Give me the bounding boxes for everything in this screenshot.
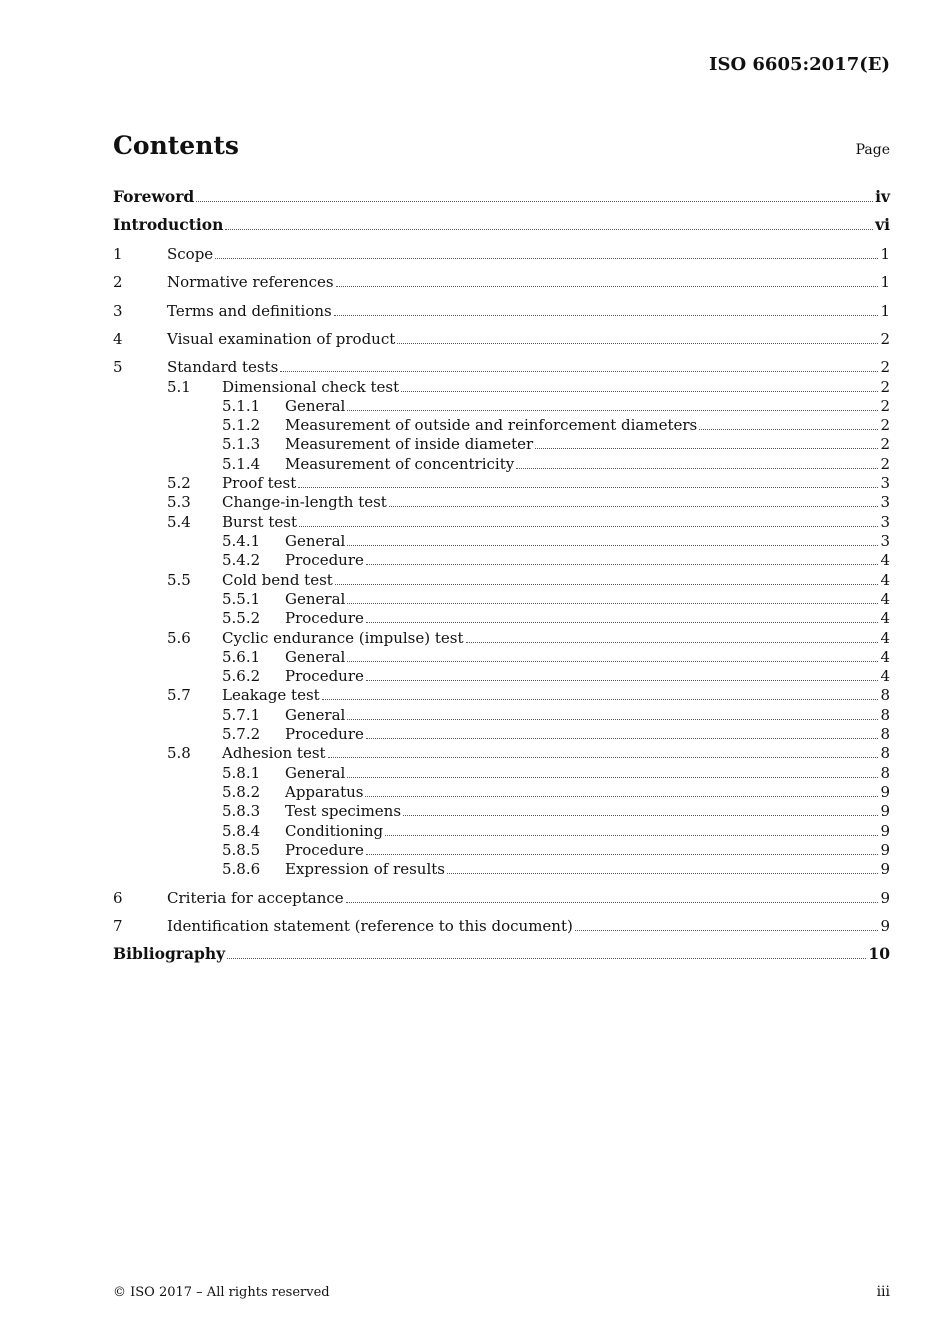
toc-entry-title: Introduction xyxy=(113,215,224,234)
toc-entry-page: 8 xyxy=(880,686,890,704)
toc-entry-page: 4 xyxy=(880,590,890,608)
toc-entry[interactable] xyxy=(222,839,890,859)
toc-entry-number: 5 xyxy=(113,358,123,376)
toc-entry-number: 5.1.1 xyxy=(222,397,261,415)
dot-leader xyxy=(347,718,878,720)
footer-copyright: © ISO 2017 – All rights reserved xyxy=(113,1285,330,1300)
toc-entry-page: 9 xyxy=(880,841,890,859)
dot-leader xyxy=(397,342,878,344)
toc-entry-page: 9 xyxy=(880,917,890,935)
toc-entry-title: Standard tests xyxy=(167,358,279,376)
dot-leader xyxy=(366,737,879,739)
toc-entry-page: 10 xyxy=(868,944,890,963)
toc-entry[interactable] xyxy=(222,858,890,878)
toc-entry-title: Adhesion test xyxy=(222,744,326,762)
toc-entry[interactable] xyxy=(167,569,890,589)
toc-entry-number: 5.6.1 xyxy=(222,648,261,666)
toc-entry[interactable] xyxy=(222,762,890,782)
toc-entry[interactable] xyxy=(222,723,890,743)
toc-entry[interactable] xyxy=(113,915,890,935)
dot-leader xyxy=(466,641,879,643)
toc-entry-title: Criteria for acceptance xyxy=(167,889,344,907)
toc-entry[interactable] xyxy=(222,646,890,666)
toc-entry-page: 9 xyxy=(880,783,890,801)
dot-leader xyxy=(346,901,879,903)
toc-entry[interactable] xyxy=(222,607,890,627)
toc-entry-number: 4 xyxy=(113,330,123,348)
dot-leader xyxy=(366,621,879,623)
toc-entry-page: 9 xyxy=(880,860,890,878)
toc-entry-page: 9 xyxy=(880,889,890,907)
toc-entry-title: Test specimens xyxy=(285,802,402,820)
toc-entry[interactable] xyxy=(222,800,890,820)
toc-entry[interactable] xyxy=(222,820,890,840)
dot-leader xyxy=(365,795,878,797)
toc-entry-page: 3 xyxy=(880,474,890,492)
contents-heading: Contents xyxy=(113,131,240,160)
dot-leader xyxy=(298,486,878,488)
toc-entry-title: Normative references xyxy=(167,273,334,291)
toc-entry[interactable] xyxy=(222,704,890,724)
dot-leader xyxy=(328,756,879,758)
toc-entry[interactable] xyxy=(113,943,890,963)
dot-leader xyxy=(366,679,879,681)
toc-entry-page: 2 xyxy=(880,378,890,396)
toc-entry[interactable] xyxy=(222,433,890,453)
toc-entry-title: General xyxy=(285,706,346,724)
toc-entry-title: Dimensional check test xyxy=(222,378,400,396)
toc-entry-title: Expression of results xyxy=(285,860,445,878)
toc-entry-page: 2 xyxy=(880,358,890,376)
dot-leader xyxy=(334,314,879,316)
toc-entry-title: Apparatus xyxy=(285,783,364,801)
toc-entry-page: 8 xyxy=(880,725,890,743)
toc-entry-page: 8 xyxy=(880,706,890,724)
toc-entry-title: Procedure xyxy=(285,667,364,685)
toc-entry-title: General xyxy=(285,590,346,608)
toc-entry-page: 8 xyxy=(880,744,890,762)
toc-entry-number: 5.1.2 xyxy=(222,416,261,434)
toc-entry-title: Leakage test xyxy=(222,686,320,704)
toc-entry[interactable] xyxy=(167,376,890,396)
toc-entry[interactable] xyxy=(222,665,890,685)
page-column-label: Page xyxy=(855,142,890,158)
dot-leader xyxy=(401,390,878,392)
toc-entry-number: 6 xyxy=(113,889,123,907)
dot-leader xyxy=(336,285,879,287)
toc-entry-number: 5.4.1 xyxy=(222,532,261,550)
toc-entry[interactable] xyxy=(167,684,890,704)
toc-entry-title: Burst test xyxy=(222,513,297,531)
document-id: ISO 6605:2017(E) xyxy=(709,54,890,75)
toc-entry-page: 1 xyxy=(880,302,890,320)
toc-entry-title: Terms and definitions xyxy=(167,302,332,320)
toc-entry-title: Measurement of outside and reinforcement diameters xyxy=(285,416,698,434)
toc-entry-number: 5.8.3 xyxy=(222,802,261,820)
toc-entry-title: General xyxy=(285,532,346,550)
toc-entry-number: 5.4.2 xyxy=(222,551,261,569)
dot-leader xyxy=(322,698,879,700)
dot-leader xyxy=(227,957,866,959)
toc-entry-title: General xyxy=(285,397,346,415)
dot-leader xyxy=(347,776,878,778)
toc-entry-title: Visual examination of product xyxy=(167,330,396,348)
toc-entry-page: 4 xyxy=(880,648,890,666)
toc-entry[interactable] xyxy=(167,491,890,511)
toc-entry-page: iv xyxy=(875,187,890,206)
dot-leader xyxy=(535,447,878,449)
toc-entry-title: Proof test xyxy=(222,474,297,492)
toc-entry[interactable] xyxy=(222,549,890,569)
toc-entry-number: 5.5.2 xyxy=(222,609,261,627)
dot-leader xyxy=(225,228,873,230)
dot-leader xyxy=(347,660,878,662)
toc-entry-title: Procedure xyxy=(285,609,364,627)
toc-entry-number: 5.8 xyxy=(167,744,191,762)
toc-entry-title: Identification statement (reference to this document) xyxy=(167,917,573,935)
dot-leader xyxy=(385,834,878,836)
toc-entry-page: 1 xyxy=(880,273,890,291)
toc-entry[interactable] xyxy=(167,742,890,762)
toc-entry-page: 2 xyxy=(880,330,890,348)
toc-entry-number: 7 xyxy=(113,917,123,935)
toc-entry[interactable] xyxy=(222,781,890,801)
toc-entry-number: 2 xyxy=(113,273,123,291)
dot-leader xyxy=(299,525,878,527)
toc-entry-page: 2 xyxy=(880,397,890,415)
dot-leader xyxy=(347,409,878,411)
dot-leader xyxy=(280,370,878,372)
toc-entry-number: 5.4 xyxy=(167,513,191,531)
toc-entry-number: 5.5 xyxy=(167,571,191,589)
dot-leader xyxy=(447,872,878,874)
toc-entry-title: Procedure xyxy=(285,841,364,859)
dot-leader xyxy=(335,583,879,585)
toc-entry[interactable] xyxy=(167,511,890,531)
dot-leader xyxy=(575,929,879,931)
toc-entry-page: 3 xyxy=(880,493,890,511)
toc-entry-title: Conditioning xyxy=(285,822,384,840)
toc-entry[interactable] xyxy=(113,214,890,234)
dot-leader xyxy=(347,544,878,546)
toc-entry[interactable] xyxy=(222,453,890,473)
toc-entry[interactable] xyxy=(113,243,890,263)
toc-entry-page: 4 xyxy=(880,667,890,685)
toc-entry-page: 4 xyxy=(880,629,890,647)
dot-leader xyxy=(366,853,879,855)
toc-entry[interactable] xyxy=(113,300,890,320)
toc-entry-page: 9 xyxy=(880,822,890,840)
toc-entry-number: 5.1.4 xyxy=(222,455,261,473)
toc-entry-number: 5.3 xyxy=(167,493,191,511)
toc-entry-number: 5.8.2 xyxy=(222,783,261,801)
toc-entry[interactable] xyxy=(222,588,890,608)
toc-entry-title: Procedure xyxy=(285,725,364,743)
toc-entry-page: 2 xyxy=(880,416,890,434)
toc-entry-number: 5.2 xyxy=(167,474,191,492)
toc-entry[interactable] xyxy=(113,356,890,376)
toc-entry-page: 9 xyxy=(880,802,890,820)
toc-entry[interactable] xyxy=(113,186,890,206)
toc-entry[interactable] xyxy=(113,271,890,291)
toc-entry-title: Cyclic endurance (impulse) test xyxy=(222,629,464,647)
footer-page-number: iii xyxy=(876,1284,890,1300)
toc-entry-title: Measurement of concentricity xyxy=(285,455,515,473)
toc-entry-page: 2 xyxy=(880,435,890,453)
toc-entry-page: 4 xyxy=(880,571,890,589)
toc-entry-page: 2 xyxy=(880,455,890,473)
toc-entry-title: General xyxy=(285,764,346,782)
toc-entry-title: Scope xyxy=(167,245,214,263)
toc-entry-number: 5.6.2 xyxy=(222,667,261,685)
toc-entry-number: 5.7.2 xyxy=(222,725,261,743)
toc-entry[interactable] xyxy=(113,887,890,907)
toc-entry-number: 3 xyxy=(113,302,123,320)
toc-entry-number: 5.8.5 xyxy=(222,841,261,859)
toc-entry-number: 1 xyxy=(113,245,123,263)
dot-leader xyxy=(196,200,873,202)
toc-entry-number: 5.1 xyxy=(167,378,191,396)
toc-entry-title: Bibliography xyxy=(113,944,226,963)
toc-entry-title: Cold bend test xyxy=(222,571,333,589)
toc-entry[interactable] xyxy=(113,328,890,348)
toc-entry-page: vi xyxy=(875,215,890,234)
toc-entry-number: 5.8.1 xyxy=(222,764,261,782)
toc-entry-number: 5.8.4 xyxy=(222,822,261,840)
toc-entry-number: 5.8.6 xyxy=(222,860,261,878)
dot-leader xyxy=(347,602,878,604)
toc-entry-number: 5.1.3 xyxy=(222,435,261,453)
toc-entry[interactable] xyxy=(167,627,890,647)
toc-entry-page: 4 xyxy=(880,551,890,569)
toc-entry-page: 8 xyxy=(880,764,890,782)
toc-entry[interactable] xyxy=(222,395,890,415)
dot-leader xyxy=(389,505,879,507)
toc-entry-number: 5.5.1 xyxy=(222,590,261,608)
toc-entry[interactable] xyxy=(222,530,890,550)
toc-entry-page: 4 xyxy=(880,609,890,627)
toc-entry-title: Foreword xyxy=(113,187,195,206)
dot-leader xyxy=(366,563,879,565)
toc-entry-number: 5.7 xyxy=(167,686,191,704)
dot-leader xyxy=(516,467,878,469)
toc-entry-title: General xyxy=(285,648,346,666)
toc-entry[interactable] xyxy=(222,414,890,434)
dot-leader xyxy=(403,814,878,816)
toc-entry-title: Change-in-length test xyxy=(222,493,387,511)
toc-entry-page: 3 xyxy=(880,513,890,531)
toc-entry-page: 3 xyxy=(880,532,890,550)
toc-entry-page: 1 xyxy=(880,245,890,263)
toc-entry-title: Measurement of inside diameter xyxy=(285,435,534,453)
toc-entry-title: Procedure xyxy=(285,551,364,569)
dot-leader xyxy=(699,428,878,430)
toc-entry-number: 5.7.1 xyxy=(222,706,261,724)
toc-entry-number: 5.6 xyxy=(167,629,191,647)
dot-leader xyxy=(215,257,878,259)
toc-entry[interactable] xyxy=(167,472,890,492)
